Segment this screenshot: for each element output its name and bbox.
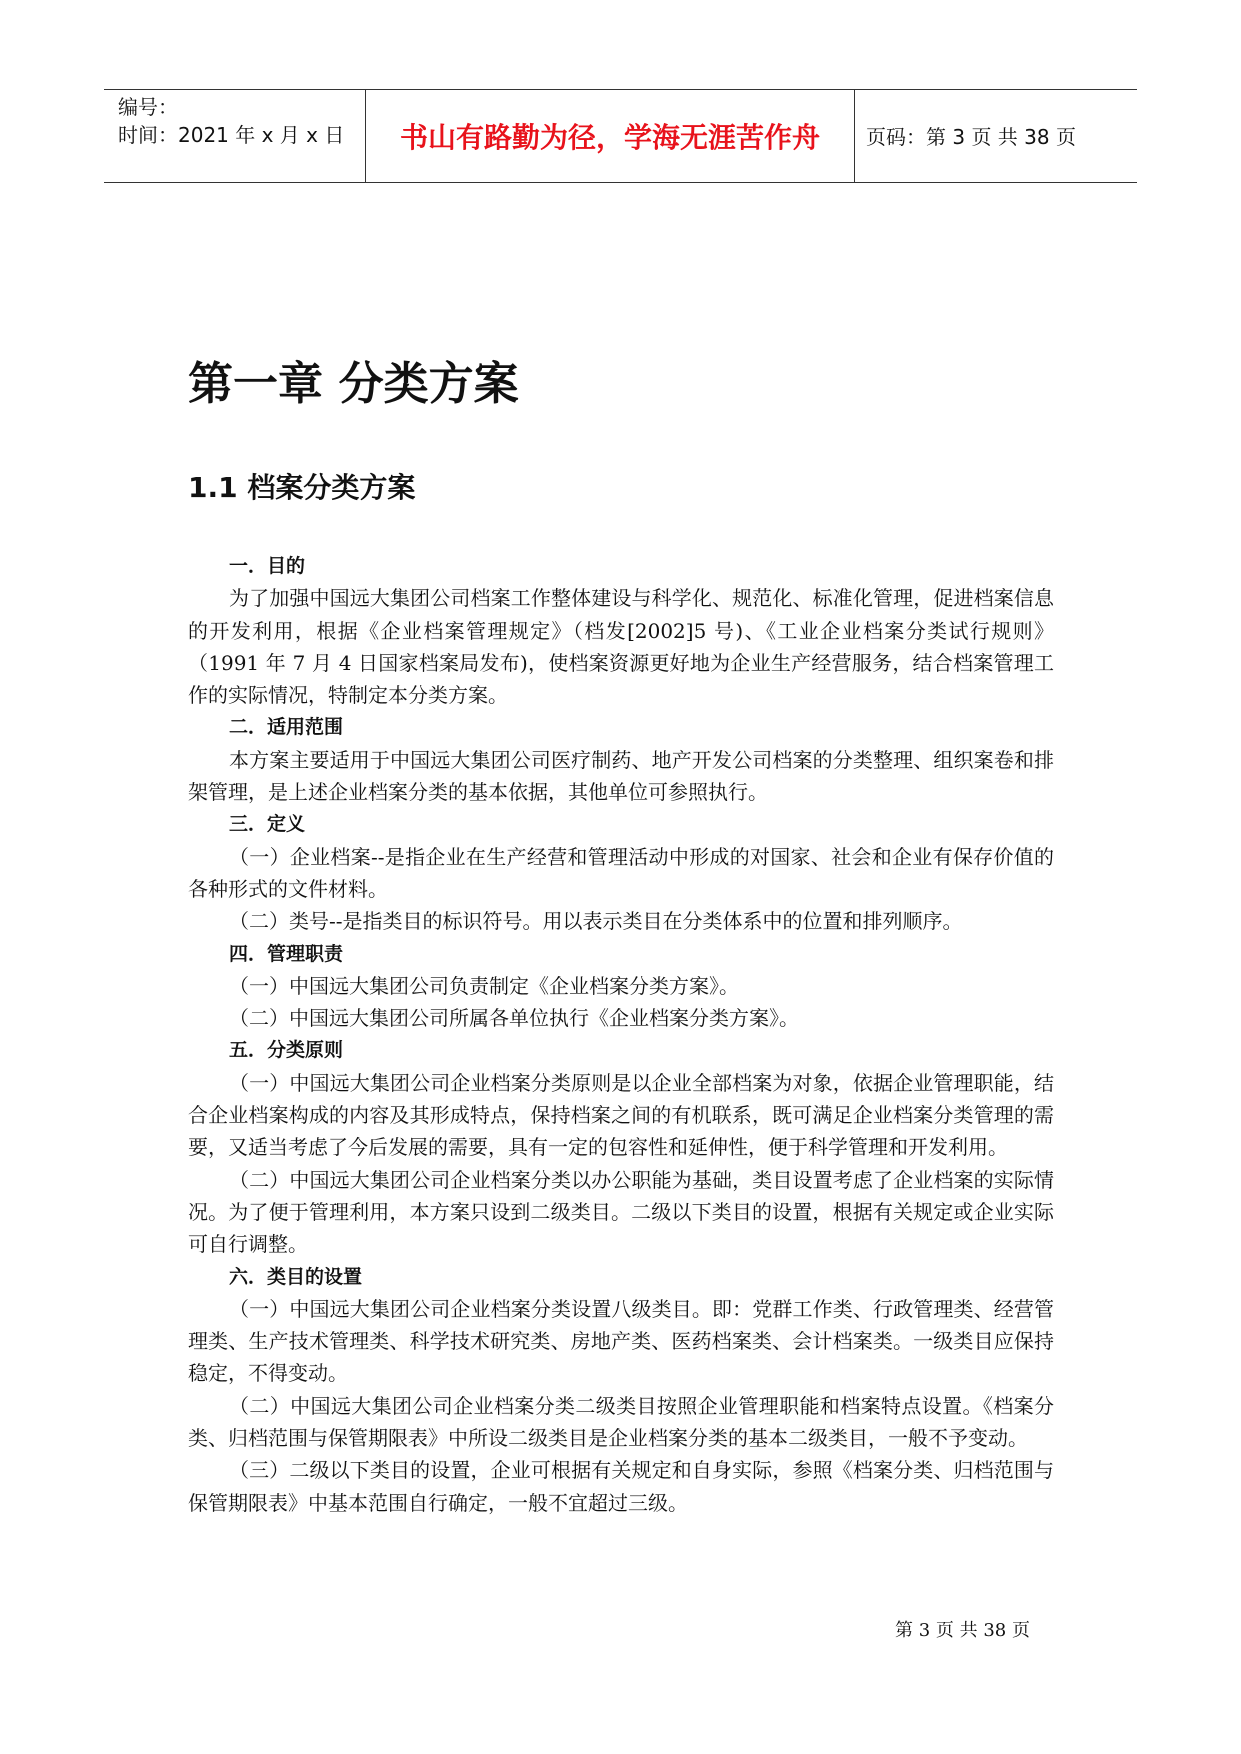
- paragraph: （二）类号--是指类目的标识符号。用以表示类目在分类体系中的位置和排列顺序。: [229, 909, 963, 934]
- paragraph: 本方案主要适用于中国远大集团公司医疗制药、地产开发公司档案的分类整理、组织案卷和排架管理，是上述企业档案分类的基本依据，其他单位可参照执行。: [188, 747, 1054, 805]
- paragraph: （二）中国远大集团公司所属各单位执行《企业档案分类方案》。: [229, 1006, 799, 1031]
- header-motto: 书山有路勤为径，学海无涯苦作舟: [399, 121, 820, 154]
- paragraph: （二）中国远大集团公司企业档案分类以办公职能为基础，类目设置考虑了企业档案的实际情况。为了便于管理利用，本方案只设到二级类目。二级以下类目的设置，根据有关规定或企业实际可自行调整。: [188, 1167, 1054, 1257]
- heading-principles: 五．分类原则: [229, 1039, 344, 1062]
- header-page-info: 页码：第 3 页 共 38 页: [866, 125, 1076, 149]
- paragraph: （一）中国远大集团公司负责制定《企业档案分类方案》。: [229, 973, 739, 998]
- paragraph: （一）中国远大集团公司企业档案分类原则是以企业全部档案为对象，依据企业管理职能，结合企业档案构成的内容及其形成特点，保持档案之间的有机联系，既可满足企业档案分类管理的需要，又适当考虑了今后发展的需要，具有一定的包容性和延伸性，便于科学管理和开发利用。: [188, 1070, 1054, 1160]
- heading-purpose: 一．目的: [229, 555, 306, 577]
- section-title: 1.1 档案分类方案: [188, 471, 416, 504]
- paragraph: （一）中国远大集团公司企业档案分类设置八级类目。即：党群工作类、行政管理类、经营管理类、生产技术管理类、科学技术研究类、房地产类、医药档案类、会计档案类。一级类目应保持稳定，不得变动。: [188, 1296, 1054, 1386]
- paragraph: （三）二级以下类目的设置，企业可根据有关规定和自身实际，参照《档案分类、归档范围与保管期限表》中基本范围自行确定，一般不宜超过三级。: [188, 1458, 1054, 1515]
- header-meta: [118, 93, 344, 149]
- paragraph: （二）中国远大集团公司企业档案分类二级类目按照企业管理职能和档案特点设置。《档案分类、归档范围与保管期限表》中所设二级类目是企业档案分类的基本二级类目，一般不予变动。: [188, 1393, 1054, 1451]
- heading-scope: 二．适用范围: [229, 716, 344, 739]
- document-body: [188, 550, 1054, 1519]
- heading-categories: 六．类目的设置: [229, 1265, 363, 1288]
- page-footer: 第 3 页 共 38 页: [895, 1620, 1030, 1641]
- serial-number-label: 编号：: [118, 95, 178, 119]
- header-top-rule: [104, 89, 1137, 90]
- heading-definitions: 三．定义: [229, 813, 306, 836]
- heading-responsibilities: 四．管理职责: [229, 942, 344, 965]
- paragraph: 为了加强中国远大集团公司档案工作整体建设与科学化、规范化、标准化管理，促进档案信息的开发利用，根据《企业档案管理规定》（档发[2002]5 号)、《工业企业档案分类试行规则》（1991 年 7 月 4 日国家档案局发布)，使档案资源更好地为企业生产经营服务，结合档案管理工作的实际情况，特制定本分类方案。: [188, 586, 1054, 708]
- chapter-title: 第一章 分类方案: [188, 357, 519, 410]
- paragraph: （一）企业档案--是指企业在生产经营和管理活动中形成的对国家、社会和企业有保存价值的各种形式的文件材料。: [188, 844, 1054, 901]
- time-label: 时间：2021 年 x 月 x 日: [118, 123, 345, 147]
- header-divider-right: [854, 89, 855, 182]
- header-bottom-rule: [104, 182, 1137, 183]
